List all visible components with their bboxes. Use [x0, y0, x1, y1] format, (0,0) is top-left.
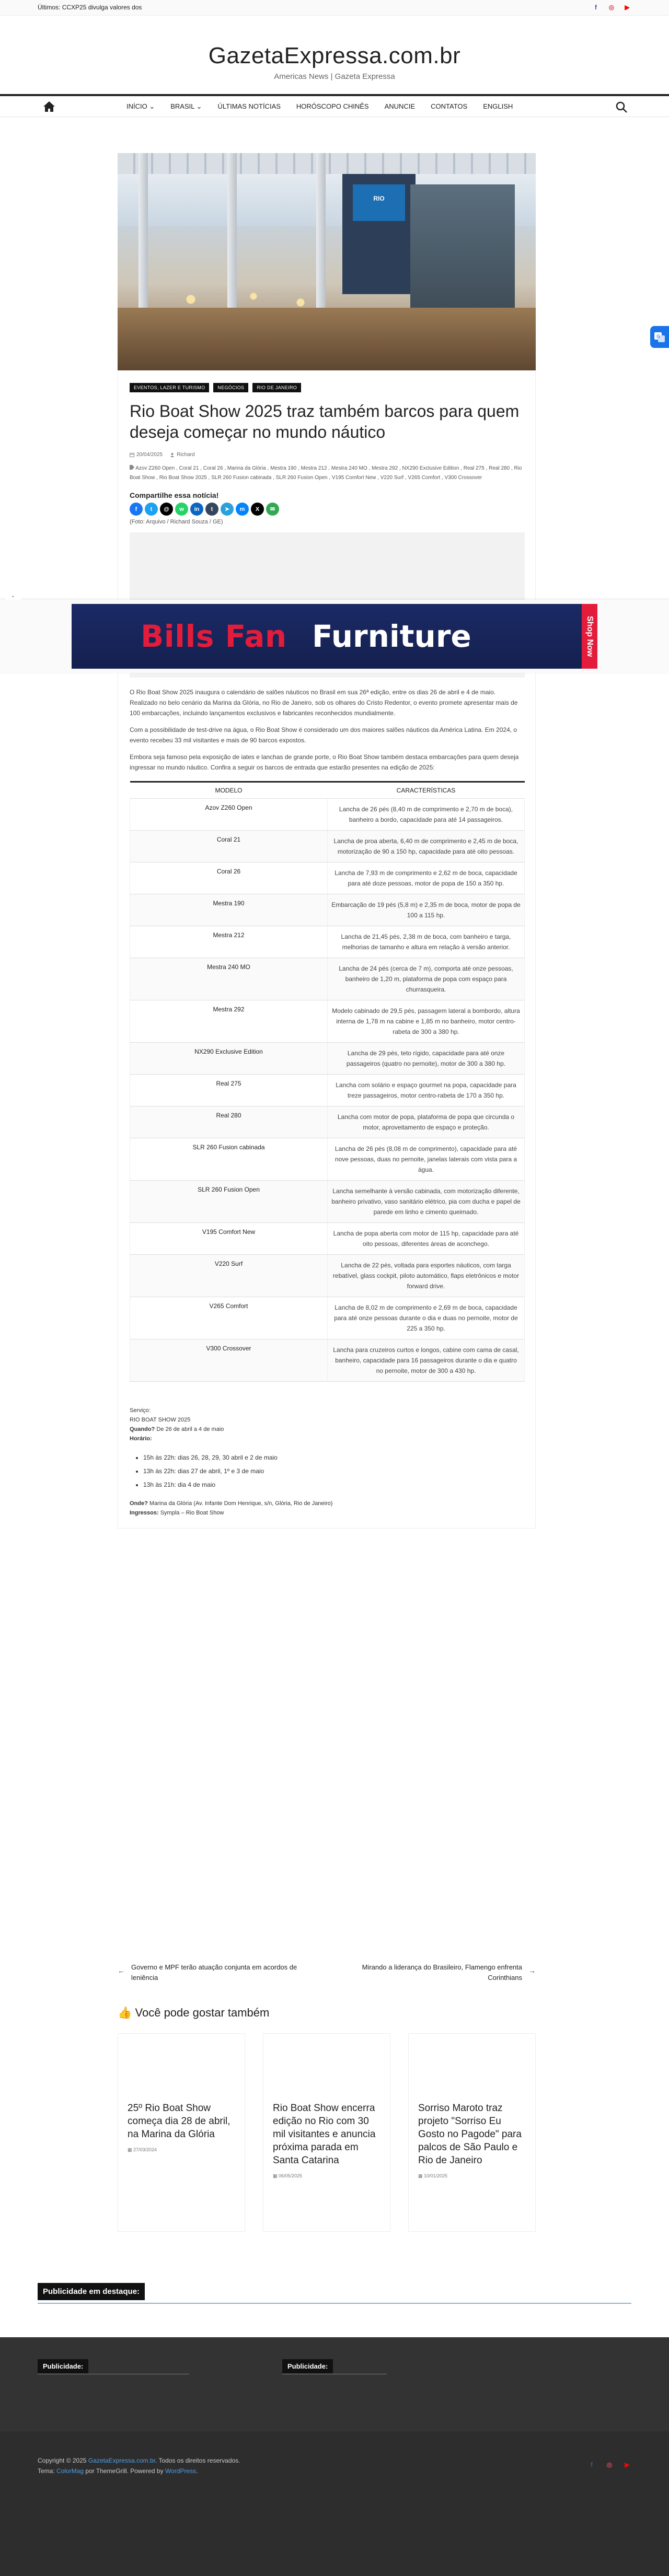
table-header-model: MODELO	[130, 782, 328, 799]
photo-credit: (Foto: Arquivo / Richard Souza / GE)	[130, 519, 223, 525]
service-event: RIO BOAT SHOW 2025	[130, 1417, 191, 1423]
boats-table	[130, 781, 525, 1382]
boat-model: V220 Surf	[130, 1255, 328, 1297]
list-item: • 15h às 22h: dias 26, 28, 29, 30 abril e 2 de maio	[143, 1451, 524, 1464]
featured-ads-section	[38, 2283, 631, 2304]
related-posts	[118, 2006, 536, 2232]
table-row	[130, 831, 525, 862]
paragraph-2: Com a possibilidade de test-drive na água, o Rio Boat Show é considerado um dos maiores salões náuticos da América Latina. Em 2024, o evento recebeu 33 mil visitantes e mais de 90 barcos expostos.	[130, 726, 517, 744]
whatsapp-share-icon[interactable]: w	[175, 503, 188, 516]
boat-description: Lancha para cruzeiros curtos e longos, cabine com cama de casal, banheiro, capacidade para 16 passageiros durante o dia e quatro no pernoite, motor de 300 a 430 hp.	[328, 1339, 525, 1382]
service-hours-label: Horário:	[130, 1436, 152, 1442]
boat-model: V265 Comfort	[130, 1297, 328, 1339]
boat-description: Lancha com solário e espaço gourmet na popa, capacidade para treze passageiros, motor centro-rabeta de 170 a 350 hp.	[328, 1075, 525, 1106]
share-buttons	[130, 503, 524, 516]
boat-model: SLR 260 Fusion Open	[130, 1181, 328, 1223]
category-badge[interactable]: EVENTOS, LAZER E TURISMO	[130, 383, 209, 392]
sticky-ad	[0, 593, 669, 673]
svg-text:G: G	[656, 334, 660, 340]
wordpress-link[interactable]: WordPress	[165, 2467, 197, 2475]
footer-ad-label-1: Publicidade:	[38, 2359, 88, 2373]
nav-item[interactable]: HORÓSCOPO CHINÊS	[296, 102, 369, 110]
arrow-right-icon: →	[528, 1966, 536, 1975]
ad-banner[interactable]	[72, 604, 597, 669]
site-tagline: Americas News | Gazeta Expressa	[274, 72, 395, 81]
post-navigation	[118, 1959, 536, 1990]
chevron-down-icon: ⌄	[194, 102, 202, 110]
boat-description: Lancha de 26 pés (8,08 m de comprimento), capacidade para até nove pessoas, duas no pernoite, janelas laterais com vista para a água.	[328, 1138, 525, 1181]
email-share-icon[interactable]: ✉	[266, 503, 279, 516]
calendar-icon: ▦	[128, 2147, 134, 2152]
site-title[interactable]: GazetaExpressa.com.br	[208, 43, 461, 68]
calendar-icon: ▦	[273, 2173, 279, 2178]
table-row	[130, 862, 525, 894]
boat-model: Azov Z260 Open	[130, 799, 328, 831]
boat-model: NX290 Exclusive Edition	[130, 1043, 328, 1075]
breaking-news-headline[interactable]: CCXP25 divulga valores dos	[62, 4, 142, 11]
boat-model: Real 275	[130, 1075, 328, 1106]
thumbs-up-icon: 👍	[118, 2006, 132, 2019]
table-row	[130, 799, 525, 831]
tickets-link[interactable]: Sympla – Rio Boat Show	[160, 1510, 224, 1516]
table-row	[130, 1223, 525, 1255]
footer-site-link[interactable]: GazetaExpressa.com.br	[88, 2457, 155, 2464]
post-tags[interactable]: Azov Z260 Open , Coral 21 , Coral 26 , Marina da Glória , Mestra 190 , Mestra 212 , Mestra 240 MO , Mestra 292 , NX290 Exclusive Edition , Real 275 , Real 280 , Rio Boat Show , Rio Boat Show 2025 , SLR 260 Fusion cabinada , SLR 260 Fusion Open , V195 Comfort New , V220 Surf , V265 Comfort , V300 Crossover	[130, 465, 522, 481]
threads-share-icon[interactable]: @	[160, 503, 173, 516]
copyright: Copyright © 2025 GazetaExpressa.com.br. Todos os direitos reservados. Tema: ColorMag por ThemeGrill. Powered by WordPress.	[38, 2457, 240, 2475]
theme-link[interactable]: ColorMag	[56, 2467, 84, 2475]
footer-widgets	[0, 2337, 669, 2431]
boat-model: Mestra 190	[130, 894, 328, 926]
service-tickets-label: Ingressos:	[130, 1510, 159, 1516]
instagram-icon[interactable]: ◎	[608, 4, 615, 11]
related-post-title[interactable]: Sorriso Maroto traz projeto "Sorriso Eu Gosto no Pagode" para palcos de São Paulo e Rio de Janeiro	[418, 2103, 522, 2166]
table-row	[130, 1106, 525, 1138]
previous-post-link[interactable]: Governo e MPF terão atuação conjunta em acordos de leniência	[131, 1963, 297, 1981]
article-column	[118, 153, 536, 1529]
tag-icon	[130, 465, 134, 470]
top-bar	[0, 0, 669, 16]
post-meta	[130, 452, 524, 458]
arrow-left-icon: ←	[118, 1966, 125, 1975]
service-where-label: Onde?	[130, 1500, 148, 1507]
nav-item[interactable]: BRASIL ⌄	[170, 102, 202, 110]
table-row	[130, 926, 525, 958]
table-row	[130, 1339, 525, 1382]
user-icon	[170, 452, 175, 457]
search-icon[interactable]	[615, 100, 628, 114]
table-row	[130, 1043, 525, 1075]
boat-description: Lancha de 22 pés, voltada para esportes náuticos, com targa rebatível, glass cockpit, piloto automático, flaps eletrônicos e motor forward drive.	[328, 1255, 525, 1297]
boat-model: Mestra 292	[130, 1000, 328, 1043]
boat-model: V195 Comfort New	[130, 1223, 328, 1255]
featured-ads-label: Publicidade em destaque:	[38, 2283, 145, 2300]
boat-description: Lancha de proa aberta, 6,40 m de comprimento e 2,45 m de boca, motorização de 90 a 150 hp, capacidade para até oito pessoas.	[328, 831, 525, 862]
category-badge[interactable]: RIO DE JANEIRO	[252, 383, 301, 392]
site-branding	[0, 16, 669, 94]
boat-model: Mestra 240 MO	[130, 958, 328, 1000]
nav-item[interactable]: ENGLISH	[483, 102, 513, 110]
table-row	[130, 958, 525, 1000]
related-grid	[118, 2033, 536, 2232]
related-post-title[interactable]: Rio Boat Show encerra edição no Rio com 30 mil visitantes e anuncia próxima parada em Santa Catarina	[273, 2103, 376, 2166]
table-row	[130, 1255, 525, 1297]
nav-item[interactable]: CONTATOS	[431, 102, 468, 110]
related-post-card[interactable]	[118, 2033, 245, 2232]
post-date[interactable]: 20/04/2025	[130, 452, 163, 458]
table-row	[130, 1075, 525, 1106]
article-body	[118, 370, 536, 1529]
twitter-share-icon[interactable]: t	[145, 503, 158, 516]
share-title: Compartilhe essa notícia!	[130, 491, 219, 499]
related-heading: 👍 Você pode gostar também	[118, 2006, 270, 2019]
facebook-share-icon[interactable]: f	[130, 503, 143, 516]
home-icon[interactable]	[43, 101, 55, 112]
related-post-date: ▦ 06/05/2025	[273, 2173, 303, 2178]
boat-model: V300 Crossover	[130, 1339, 328, 1382]
boat-description: Lancha de 21,45 pés, 2,38 m de boca, com banheiro e targa, melhorias de tamanho e altura em relação à versão anterior.	[328, 926, 525, 958]
table-row	[130, 894, 525, 926]
boat-model: Coral 26	[130, 862, 328, 894]
ad-brand-part2: Furniture	[312, 619, 471, 654]
breaking-news-label: Últimos:	[38, 4, 61, 11]
boat-model: Mestra 212	[130, 926, 328, 958]
footer-social-links	[587, 2461, 631, 2469]
youtube-icon[interactable]: ▶	[625, 2461, 630, 2468]
calendar-icon	[130, 452, 134, 457]
service-hours	[143, 1451, 524, 1491]
youtube-icon[interactable]: ▶	[625, 4, 630, 11]
boat-model: Real 280	[130, 1106, 328, 1138]
post-author[interactable]: Richard	[170, 452, 194, 458]
ad-brand-part1: Bills Fan	[141, 619, 287, 654]
x-share-icon[interactable]: X	[251, 503, 264, 516]
service-when: De 26 de abril a 4 de maio	[156, 1426, 224, 1432]
table-header-features: CARACTERÍSTICAS	[328, 782, 525, 799]
category-list	[130, 383, 524, 392]
boat-description: Lancha de popa aberta com motor de 115 hp, capacidade para até oito pessoas, diferentes áreas de aconchego.	[328, 1223, 525, 1255]
facebook-icon[interactable]: f	[591, 2461, 593, 2468]
boat-description: Lancha semelhante à versão cabinada, com motorização diferente, banheiro privativo, vaso sanitário elétrico, pia com ducha e papel de parede em linho e cimento queimado.	[328, 1181, 525, 1223]
boat-description: Lancha de 8,02 m de comprimento e 2,69 m de boca, capacidade para até onze pessoas durante o dia e duas no pernoite, motor de 225 a 350 hp.	[328, 1297, 525, 1339]
boat-description: Lancha de 29 pés, teto rígido, capacidade para até onze passageiros (quatro no pernoite), motor de 300 a 380 hp.	[328, 1043, 525, 1075]
paragraph-1: O Rio Boat Show 2025 inaugura o calendário de salões náuticos no Brasil em sua 26ª edição, entre os dias 26 de abril e 4 de maio. Realizado no belo cenário da Marina da Glória, no Rio de Janeiro, sob os olhares do Cristo Redentor, o evento promete apresentar mais de 100 embarcações, incluindo lançamentos exclusivos e fabricantes reconhecidos mundialmente.	[130, 689, 518, 717]
telegram-share-icon[interactable]: ➤	[221, 503, 234, 516]
service-when-label: Quando?	[130, 1426, 155, 1432]
boat-model: SLR 260 Fusion cabinada	[130, 1138, 328, 1181]
chevron-down-icon[interactable]: ⌄	[5, 592, 21, 600]
nav-item[interactable]: ÚLTIMAS NOTÍCIAS	[217, 102, 281, 110]
chevron-down-icon: ⌄	[147, 102, 155, 110]
service-info	[130, 1406, 524, 1518]
boat-description: Modelo cabinado de 29,5 pés, passagem lateral a bombordo, altura interna de 1,78 m na cabine e 1,85 m no banheiro, motor centro-rabeta de 300 a 380 hp.	[328, 1000, 525, 1043]
next-post-link[interactable]: Mirando a liderança do Brasileiro, Flamengo enfrenta Corinthians	[362, 1963, 522, 1981]
calendar-icon: ▦	[418, 2173, 424, 2178]
image-sign: RIO	[353, 184, 405, 221]
breaking-news	[38, 4, 142, 11]
instagram-icon[interactable]: ◎	[606, 2461, 613, 2468]
tumblr-share-icon[interactable]: t	[205, 503, 218, 516]
related-post-date: ▦ 10/01/2025	[418, 2173, 448, 2178]
list-item: • 13h às 22h: dias 27 de abril, 1º e 3 de maio	[143, 1464, 524, 1478]
related-post-card[interactable]	[408, 2033, 536, 2232]
service-where: Marina da Glória (Av. Infante Dom Henrique, s/n, Glória, Rio de Janeiro)	[149, 1500, 333, 1507]
ad-shop-button[interactable]: Shop Now	[582, 604, 597, 669]
related-post-date: ▦ 27/03/2024	[128, 2147, 157, 2152]
nav-item[interactable]: INÍCIO ⌄	[126, 102, 155, 110]
related-post-title[interactable]: 25º Rio Boat Show começa dia 28 de abril, na Marina da Glória	[128, 2103, 230, 2140]
service-label: Serviço:	[130, 1407, 151, 1414]
top-social-links	[592, 3, 631, 11]
boat-description: Lancha de 26 pés (8,40 m de comprimento e 2,70 m de boca), banheiro a bordo, capacidade para até 14 passageiros.	[328, 799, 525, 831]
nav-item[interactable]: ANUNCIE	[384, 102, 416, 110]
list-item: • 13h às 21h: dia 4 de maio	[143, 1478, 524, 1491]
paragraph-3: Embora seja famoso pela exposição de iates e lanchas de grande porte, o Rio Boat Show também destaca embarcações para quem deseja ingressar no mundo náutico. Confira a seguir os barcos de entrada que estarão presentes na edição de 2025:	[130, 753, 519, 771]
boat-description: Lancha de 24 pés (cerca de 7 m), comporta até onze pessoas, banheiro de 1,20 m, plataforma de popa com espaço para churrasqueira.	[328, 958, 525, 1000]
main-navigation	[0, 94, 669, 117]
translate-icon[interactable]	[650, 326, 669, 348]
boat-description: Lancha com motor de popa, plataforma de popa que circunda o motor, aproveitamento de espaço e proteção.	[328, 1106, 525, 1138]
article-title: Rio Boat Show 2025 traz também barcos para quem deseja começar no mundo náutico	[130, 402, 520, 441]
linkedin-share-icon[interactable]: in	[190, 503, 203, 516]
category-badge[interactable]: NEGÓCIOS	[213, 383, 248, 392]
table-row	[130, 1297, 525, 1339]
table-row	[130, 1181, 525, 1223]
related-post-card[interactable]	[263, 2033, 390, 2232]
table-row	[130, 1000, 525, 1043]
nav-menu	[126, 102, 513, 111]
table-row	[130, 1138, 525, 1181]
site-footer	[0, 2337, 669, 2576]
footer-ad-label-2: Publicidade:	[282, 2359, 333, 2373]
boat-model: Coral 21	[130, 831, 328, 862]
facebook-icon[interactable]: f	[595, 4, 597, 11]
featured-image	[118, 153, 536, 370]
messenger-share-icon[interactable]: m	[236, 503, 249, 516]
boat-description: Embarcação de 19 pés (5,8 m) e 2,35 m de boca, motor de popa de 100 a 115 hp.	[328, 894, 525, 926]
boat-description: Lancha de 7,93 m de comprimento e 2,62 m de boca, capacidade para até doze pessoas, motor de popa de 150 a 350 hp.	[328, 862, 525, 894]
